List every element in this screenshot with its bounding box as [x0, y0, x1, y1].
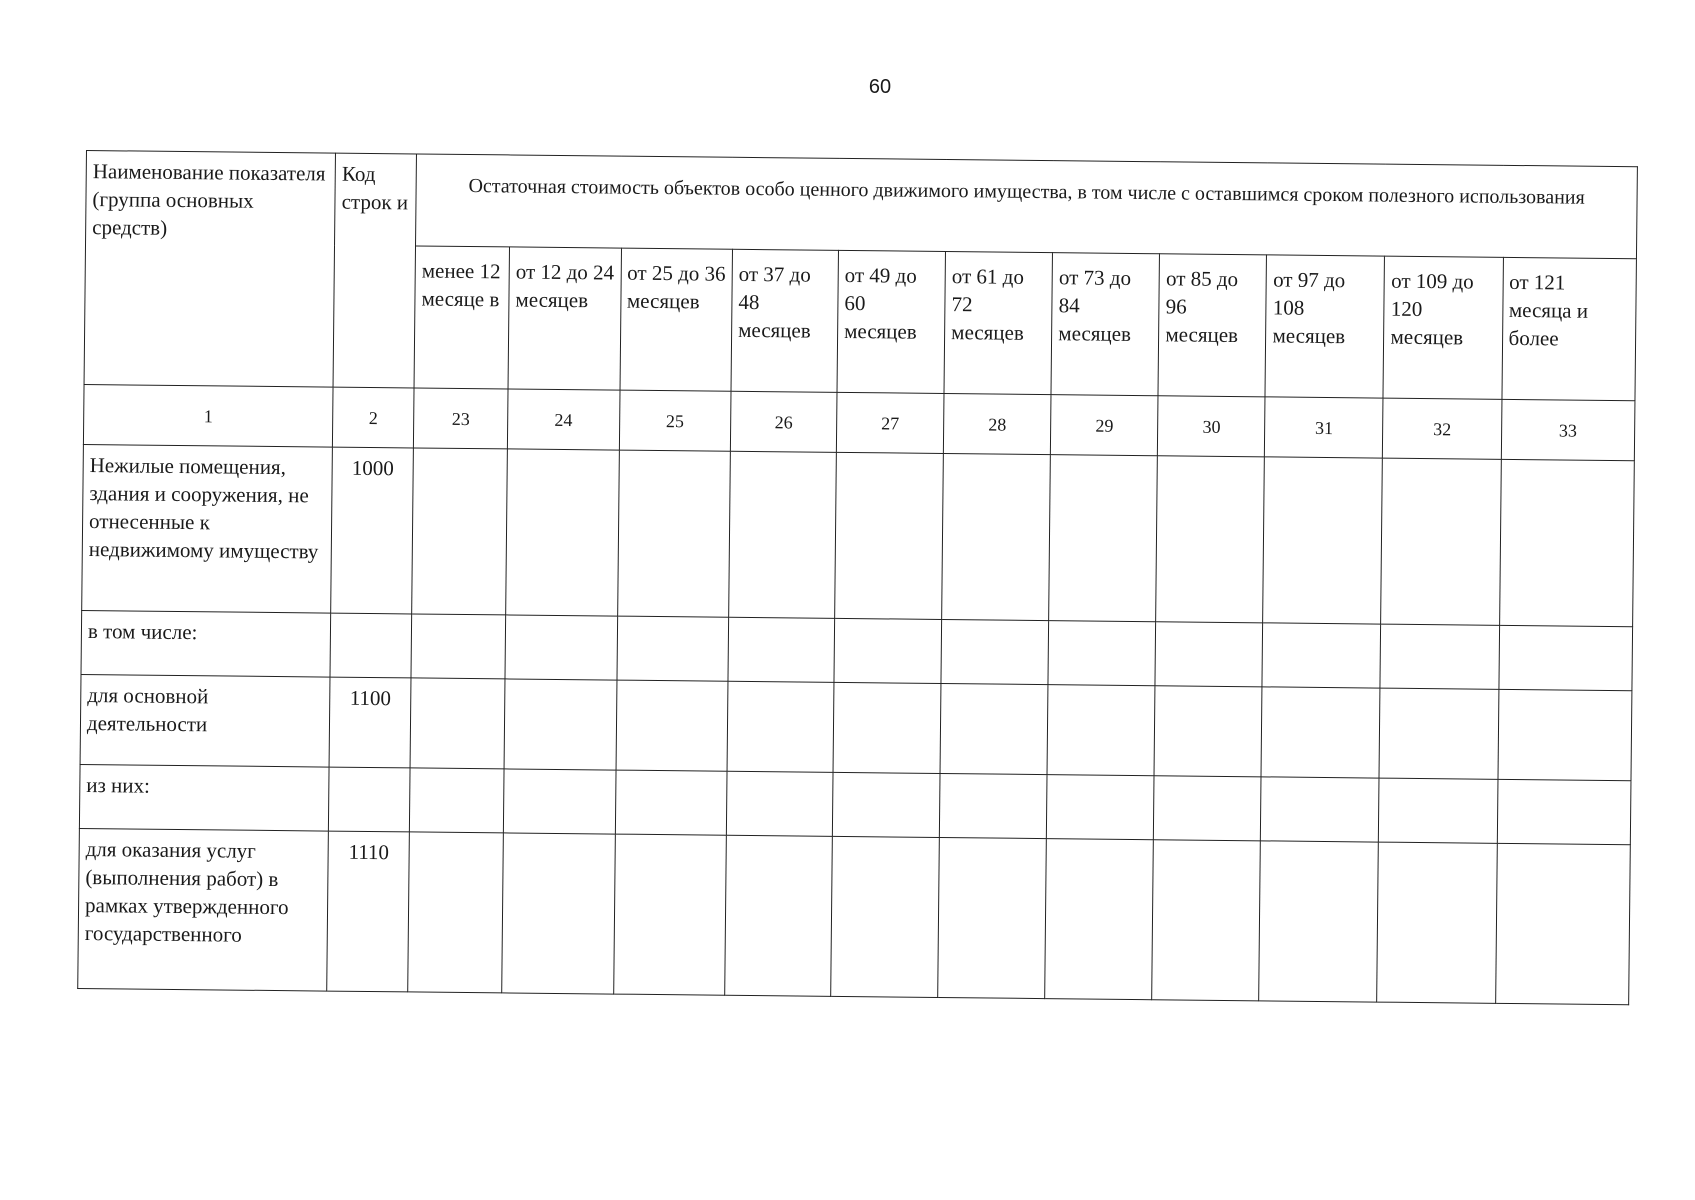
column-number: 31: [1265, 397, 1384, 458]
value-cell[interactable]: [613, 834, 726, 995]
value-cell[interactable]: [1262, 623, 1381, 688]
value-cell[interactable]: [412, 448, 508, 615]
column-number: 30: [1158, 396, 1266, 457]
value-cell[interactable]: [1155, 622, 1263, 687]
value-cell[interactable]: [616, 680, 728, 771]
value-cell[interactable]: [1495, 843, 1630, 1004]
header-residual-value-title: Остаточная стоимость объектов особо ценного движимого имущества, в том числе с оставшимся сроком полезного использования: [416, 154, 1638, 259]
header-period-97-108: от 97 до 108 месяцев: [1265, 255, 1385, 398]
value-cell[interactable]: [938, 837, 1047, 998]
value-cell[interactable]: [506, 449, 619, 616]
value-cell[interactable]: [1498, 625, 1632, 690]
row-code: 1110: [327, 831, 410, 992]
value-cell[interactable]: [728, 617, 835, 682]
value-cell[interactable]: [1497, 689, 1631, 780]
value-cell[interactable]: [832, 772, 940, 837]
value-cell[interactable]: [1047, 685, 1155, 776]
value-cell[interactable]: [1154, 686, 1262, 777]
column-number: 33: [1501, 399, 1635, 460]
value-cell[interactable]: [1152, 840, 1261, 1001]
row-name: в том числе:: [81, 610, 331, 677]
value-cell[interactable]: [1049, 455, 1158, 622]
value-cell[interactable]: [725, 835, 833, 996]
value-cell[interactable]: [504, 679, 616, 770]
header-period-121-plus: от 121 месяца и более: [1501, 257, 1636, 400]
value-cell[interactable]: [941, 619, 1049, 684]
value-cell[interactable]: [727, 681, 834, 772]
value-cell[interactable]: [942, 453, 1051, 620]
table-row: [82, 444, 1635, 626]
value-cell[interactable]: [939, 773, 1047, 838]
column-number: 27: [836, 392, 944, 453]
value-cell[interactable]: [1380, 624, 1499, 689]
page-number: 60: [868, 76, 892, 98]
value-cell[interactable]: [410, 678, 505, 769]
value-cell[interactable]: [1156, 456, 1265, 623]
value-cell[interactable]: [831, 836, 940, 997]
header-period-49-60: от 49 до 60 месяцев: [837, 250, 946, 393]
value-cell[interactable]: [505, 615, 617, 680]
column-number: 25: [619, 390, 731, 451]
value-cell[interactable]: [1154, 776, 1262, 841]
value-cell[interactable]: [615, 770, 727, 835]
value-cell[interactable]: [1497, 779, 1631, 844]
column-number: 29: [1051, 395, 1159, 456]
value-cell[interactable]: [1379, 688, 1498, 779]
header-period-109-120: от 109 до 120 месяцев: [1383, 256, 1503, 399]
value-cell[interactable]: [503, 769, 615, 834]
table-row: [78, 828, 1631, 1004]
value-cell[interactable]: [1263, 457, 1383, 624]
value-cell[interactable]: [834, 618, 942, 683]
column-number: 28: [943, 393, 1051, 454]
value-cell[interactable]: [726, 771, 833, 836]
value-cell[interactable]: [1047, 775, 1155, 840]
row-name: для оказания услуг (выполнения работ) в рамках утвержденного государственного: [78, 828, 329, 991]
value-cell[interactable]: [502, 833, 615, 994]
value-cell[interactable]: [408, 832, 504, 993]
row-name: Нежилые помещения, здания и сооружения, не отнесенные к недвижимому имуществу: [82, 444, 333, 613]
header-period-12-24: от 12 до 24 месяцев: [508, 247, 621, 390]
column-number: 26: [730, 391, 837, 452]
form-sheet: [77, 150, 1638, 1005]
header-code-column: Код строк и: [333, 153, 416, 388]
value-cell[interactable]: [835, 452, 944, 619]
header-period-37-48: от 37 до 48 месяцев: [731, 249, 838, 392]
value-cell[interactable]: [411, 614, 506, 679]
value-cell[interactable]: [1381, 458, 1501, 625]
value-cell[interactable]: [617, 450, 730, 617]
value-cell[interactable]: [833, 682, 941, 773]
value-cell[interactable]: [1261, 777, 1380, 842]
value-cell[interactable]: [1259, 841, 1379, 1002]
value-cell[interactable]: [940, 683, 1048, 774]
row-name: для основной деятельности: [80, 674, 330, 767]
value-cell[interactable]: [729, 451, 837, 618]
value-cell[interactable]: [409, 768, 504, 833]
value-cell[interactable]: [1048, 621, 1156, 686]
header-period-lt-12: менее 12 месяце в: [414, 246, 509, 389]
header-name-column: Наименование показателя (группа основных средств): [84, 151, 336, 388]
value-cell[interactable]: [1499, 459, 1634, 626]
column-number: 32: [1383, 398, 1502, 459]
header-period-25-36: от 25 до 36 месяцев: [620, 248, 733, 391]
residual-value-table: [77, 150, 1638, 1005]
column-number: 24: [507, 389, 619, 450]
value-cell[interactable]: [1261, 687, 1380, 778]
value-cell[interactable]: [616, 616, 728, 681]
table-row: [80, 674, 1632, 780]
column-number: 23: [413, 388, 508, 449]
value-cell[interactable]: [1379, 778, 1498, 843]
row-code: [329, 767, 411, 832]
row-code: [330, 613, 412, 678]
row-name: из них:: [79, 764, 329, 831]
column-number: 1: [83, 384, 333, 447]
row-code: 1100: [329, 677, 411, 768]
header-period-61-72: от 61 до 72 месяцев: [944, 252, 1053, 395]
header-period-73-84: от 73 до 84 месяцев: [1051, 253, 1160, 396]
value-cell[interactable]: [1045, 839, 1154, 1000]
value-cell[interactable]: [1377, 842, 1497, 1003]
header-period-85-96: от 85 до 96 месяцев: [1158, 254, 1267, 397]
column-number: 2: [333, 387, 414, 448]
row-code: 1000: [331, 447, 414, 614]
